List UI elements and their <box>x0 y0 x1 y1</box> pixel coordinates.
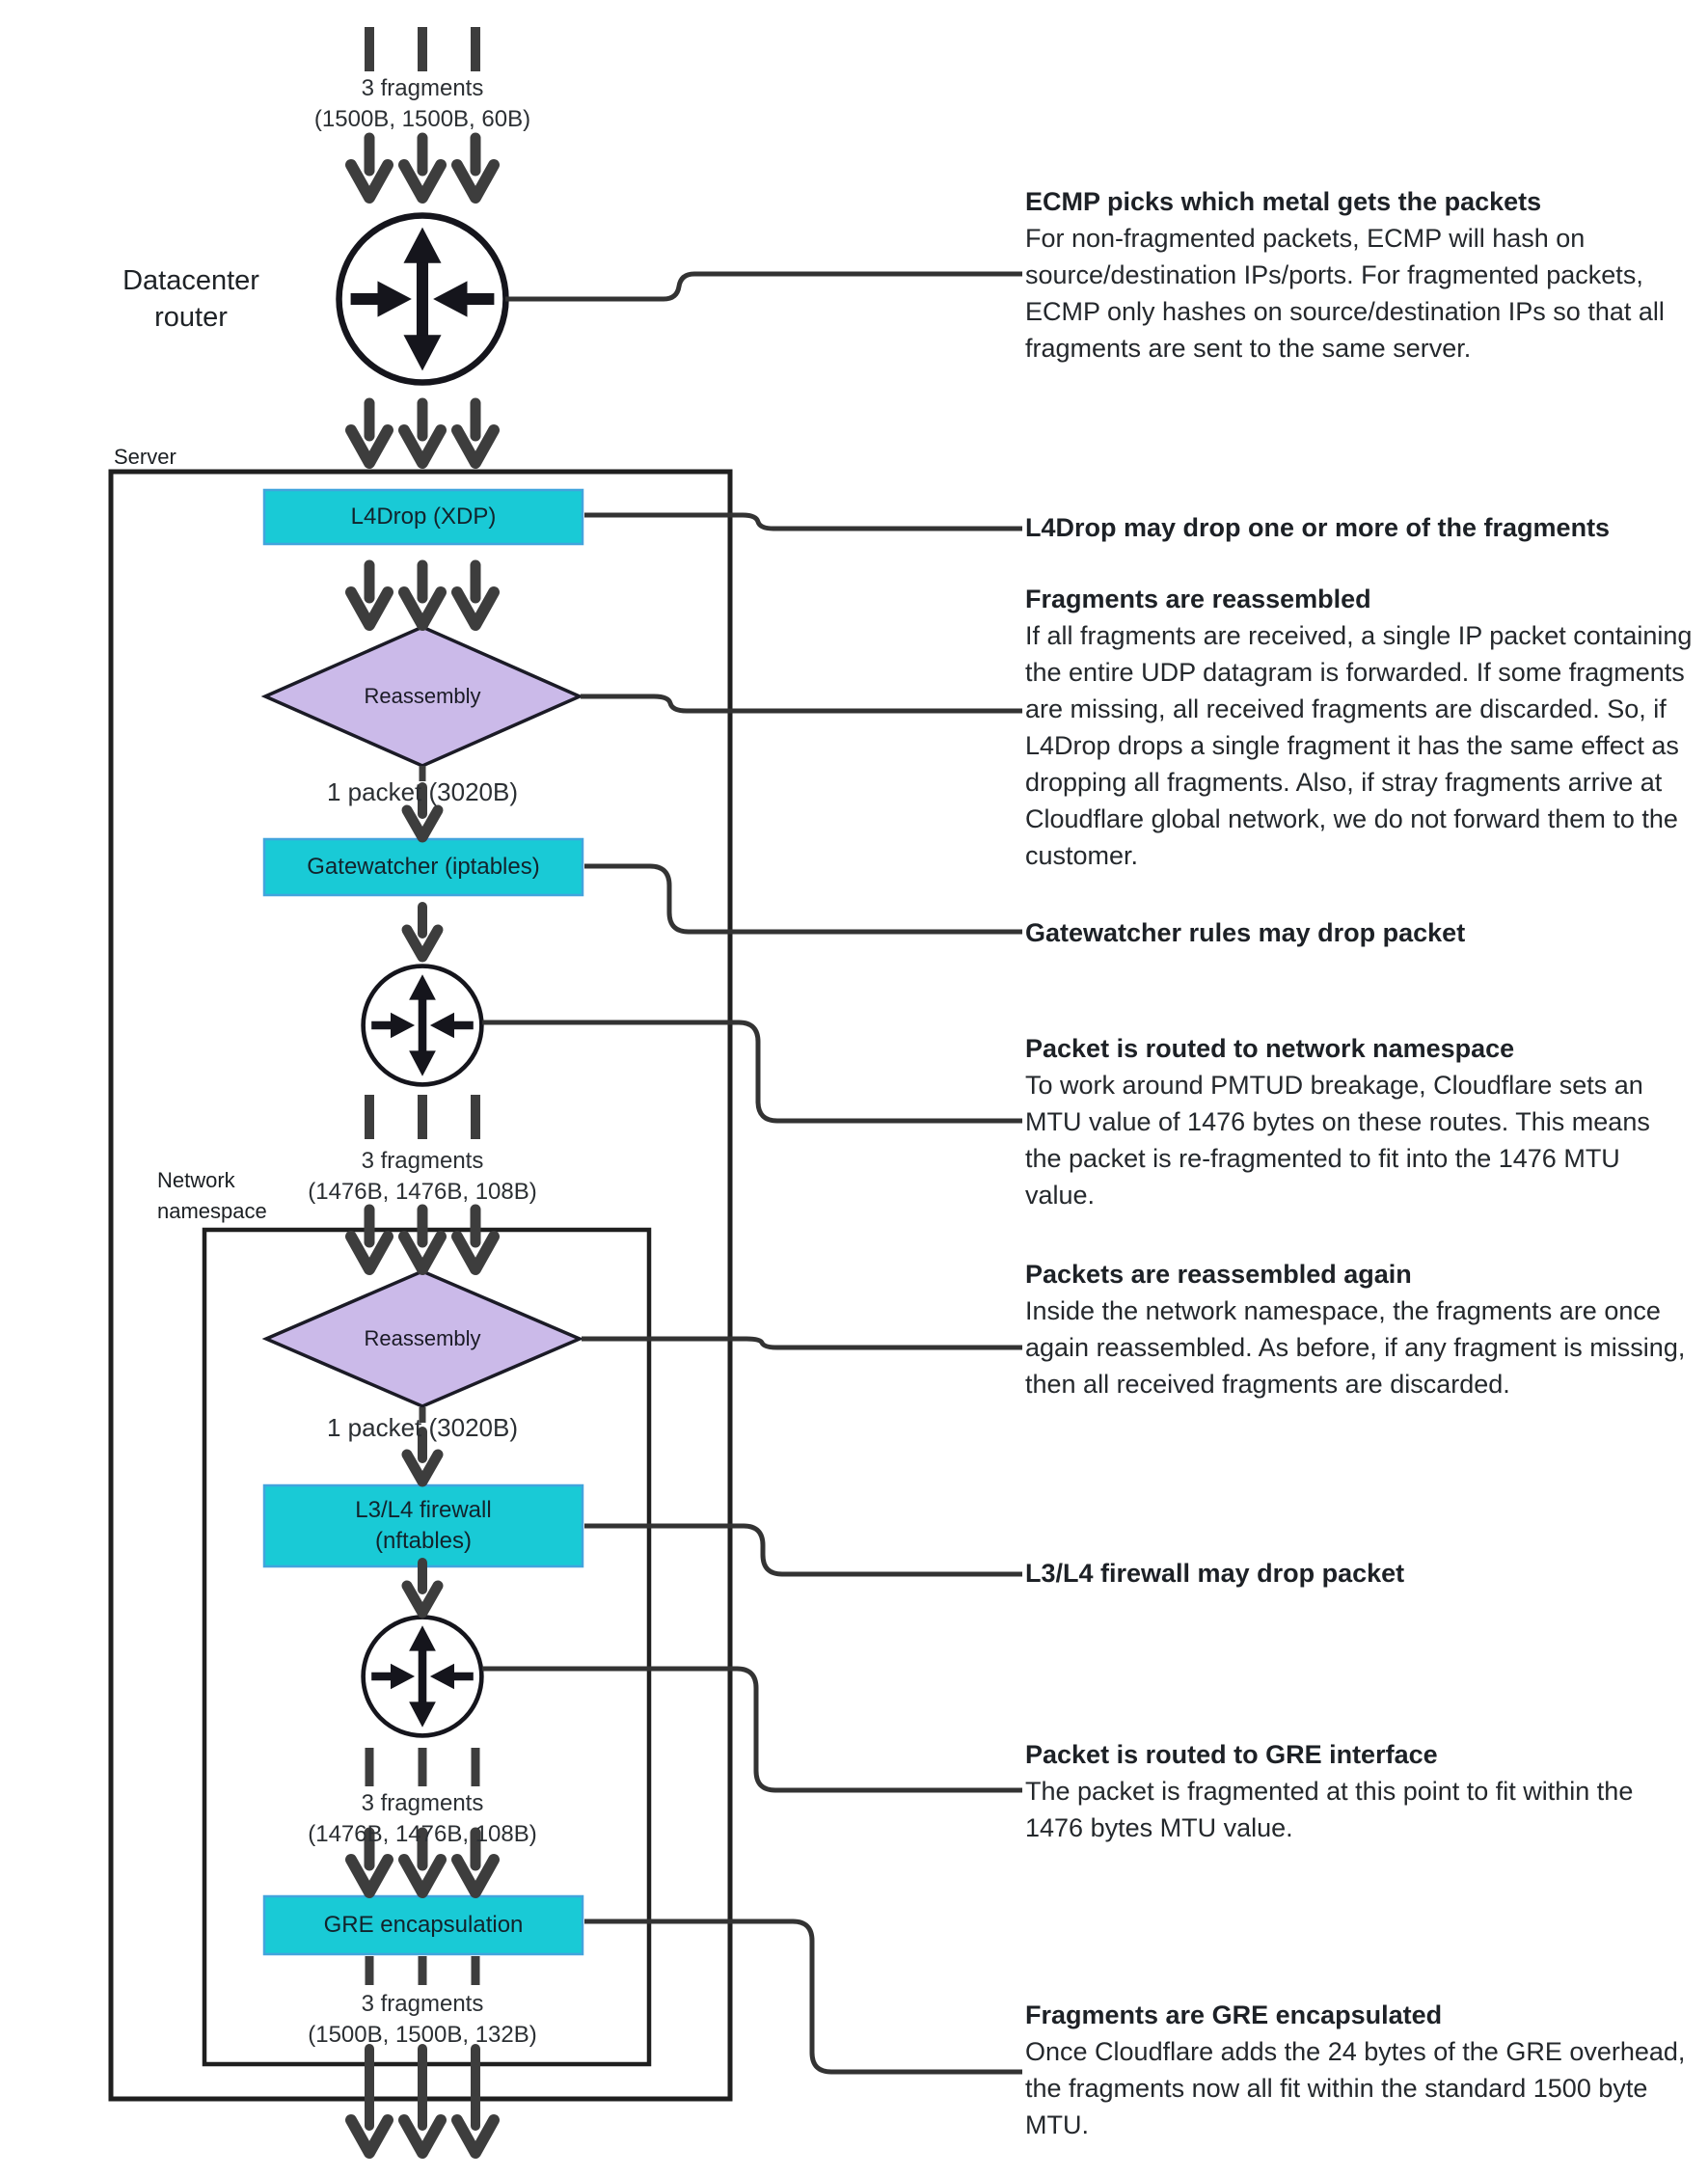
connector-route-ns <box>482 1022 1022 1121</box>
annotation-title: Fragments are reassembled <box>1025 585 1371 613</box>
connector-ecmp <box>505 274 1022 299</box>
annotation-title: Packet is routed to GRE interface <box>1025 1740 1438 1769</box>
annotation-title: Gatewatcher rules may drop packet <box>1025 918 1466 947</box>
annotation-gatewatcher <box>1025 914 1693 951</box>
firewall-label-1: L3/L4 firewall <box>355 1497 492 1523</box>
annotation-title: Packet is routed to network namespace <box>1025 1034 1515 1063</box>
reassembly2-label: Reassembly <box>364 1326 481 1350</box>
annotation-title: Fragments are GRE encapsulated <box>1025 2000 1443 2029</box>
annotation-reassembled-again <box>1025 1256 1693 1402</box>
l4drop-label: L4Drop (XDP) <box>350 503 497 530</box>
fragments-gre-in-count: 3 fragments <box>361 1790 484 1816</box>
annotation-title: Packets are reassembled again <box>1025 1260 1412 1289</box>
network-namespace-label-2: namespace <box>157 1199 267 1223</box>
annotation-reassembled <box>1025 581 1693 874</box>
annotation-title: ECMP picks which metal gets the packets <box>1025 187 1542 216</box>
annotation-body: Inside the network namespace, the fragments are once again reassembled. As before, if any fragment is missing, then all received fragments are discarded. <box>1025 1296 1686 1399</box>
router3-icon <box>364 1618 482 1736</box>
connector-route-gre <box>482 1669 1022 1790</box>
annotation-gre-encapsulated <box>1025 1997 1693 2143</box>
annotation-l4drop <box>1025 509 1693 546</box>
annotation-body: If all fragments are received, a single IP packet containing the entire UDP datagram is forwarded. If some fragments are missing, all received fragments are discarded. So, if L4Drop drops a single fragment it has the same effect as dropping all fragments. Also, if stray fragments arrive at Cloudflare global network, we do not forward them to the customer. <box>1025 621 1693 870</box>
annotation-ecmp <box>1025 183 1693 367</box>
connector-gatewatcher <box>584 866 1022 932</box>
packet2-label: 1 packet (3020B) <box>326 1413 518 1442</box>
fragments-out-count: 3 fragments <box>361 1991 484 2017</box>
fragments-in-sizes: (1500B, 1500B, 60B) <box>313 106 531 132</box>
annotation-body: For non-fragmented packets, ECMP will hash on source/destination IPs/ports. For fragmented packets, ECMP only hashes on source/destination IPs so that all fragments are sent to the same server. <box>1025 224 1665 363</box>
datacenter-router-label-2: router <box>154 302 228 333</box>
gatewatcher-label: Gatewatcher (iptables) <box>307 854 540 880</box>
fragments-gre-in-sizes: (1476B, 1476B, 108B) <box>308 1821 537 1847</box>
annotation-body: The packet is fragmented at this point to fit within the 1476 bytes MTU value. <box>1025 1777 1634 1842</box>
fragments-mid-count: 3 fragments <box>361 1148 484 1174</box>
fragments-out-sizes: (1500B, 1500B, 132B) <box>308 2022 537 2048</box>
connector-reassembly1 <box>581 696 1022 711</box>
reassembly1-label: Reassembly <box>364 684 481 708</box>
network-namespace-label-1: Network <box>157 1168 235 1192</box>
annotation-firewall <box>1025 1555 1693 1592</box>
connector-l4drop <box>584 515 1022 529</box>
packet1-label: 1 packet (3020B) <box>326 777 518 806</box>
annotation-routed-ns <box>1025 1030 1693 1213</box>
annotation-body: Once Cloudflare adds the 24 bytes of the GRE overhead, the fragments now all fit within the standard 1500 byte MTU. <box>1025 2037 1686 2139</box>
fragments-mid-sizes: (1476B, 1476B, 108B) <box>308 1179 537 1205</box>
server-label: Server <box>114 445 176 469</box>
firewall-label-2: (nftables) <box>374 1528 473 1554</box>
annotation-routed-gre <box>1025 1736 1693 1846</box>
annotation-title: L3/L4 firewall may drop packet <box>1025 1559 1405 1588</box>
fragments-in-count: 3 fragments <box>361 75 484 101</box>
datacenter-router-label-1: Datacenter <box>122 265 259 296</box>
annotation-title: L4Drop may drop one or more of the fragments <box>1025 513 1611 542</box>
gre-label: GRE encapsulation <box>323 1912 524 1938</box>
annotation-body: To work around PMTUD breakage, Cloudflare sets an MTU value of 1476 bytes on these routes. This means the packet is re-fragmented to fit into the 1476 MTU value. <box>1025 1071 1650 1210</box>
router1-icon <box>339 216 506 383</box>
router2-icon <box>364 966 482 1085</box>
